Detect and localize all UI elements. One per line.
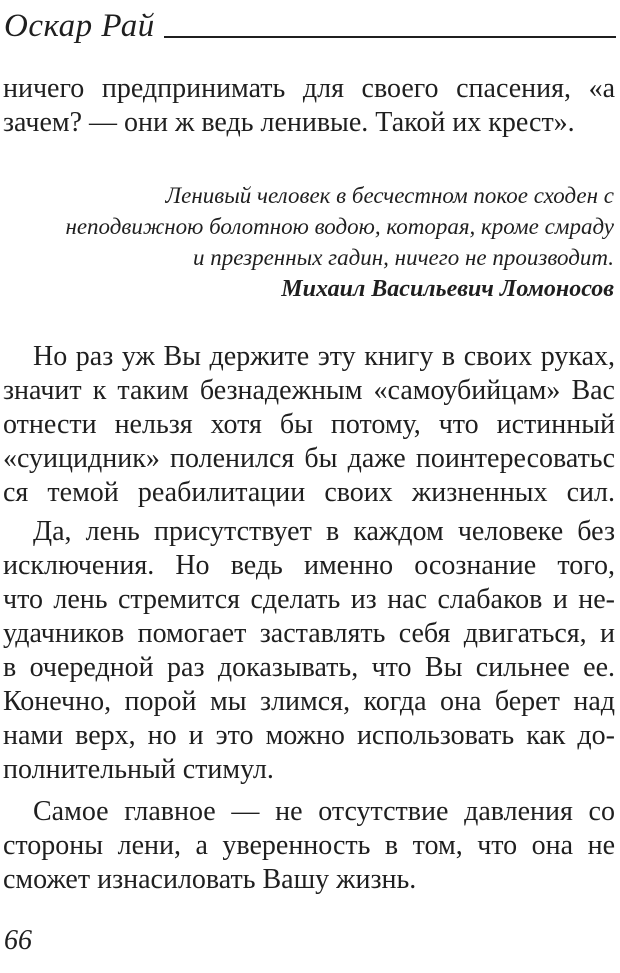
text-line: «суицидник» поленился бы даже поинтересоватьс <box>3 443 615 474</box>
paragraph-3 <box>3 795 615 897</box>
quote-line: неподвижною болотною водою, которая, кроме смраду <box>65 214 614 239</box>
intro-paragraph <box>3 72 615 140</box>
text-line: значит к таким безнадежным «самоубийцам» Вас <box>3 375 615 406</box>
paragraph-1 <box>3 340 615 510</box>
text-line: сможет изнасиловать Вашу жизнь. <box>3 864 417 895</box>
quote-line: и презренных гадин, ничего не производит. <box>192 245 614 270</box>
paragraph-2 <box>3 515 615 787</box>
text-line: удачников помогает заставлять себя двигаться, и <box>3 618 615 649</box>
text-line: в очередной раз доказывать, что Вы сильнее ее. <box>3 652 615 683</box>
header-rule <box>164 36 616 38</box>
text-line: что лень стремится сделать из нас слабаков и не- <box>3 584 615 615</box>
quote-line: Ленивый человек в бесчестном покое сходен с <box>165 183 614 208</box>
text-line: нами верх, но и это можно использовать как до- <box>3 720 615 751</box>
text-line: стороны лени, а уверенность в том, что она не <box>3 830 615 861</box>
author-name: Оскар Рай <box>4 8 155 44</box>
text-line: Самое главное — не отсутствие давления со <box>33 796 615 827</box>
text-line: полнительный стимул. <box>3 754 274 785</box>
text-line: отнести нельзя хотя бы потому, что истинный <box>3 409 615 440</box>
text-line: Да, лень присутствует в каждом человеке без <box>33 516 615 547</box>
text-line: Конечно, порой мы злимся, когда она берет над <box>3 686 615 717</box>
quote-attribution: Михаил Васильевич Ломоносов <box>281 276 614 302</box>
text-line: ся темой реабилитации своих жизненных сил. <box>3 477 615 508</box>
text-line: исключения. Но ведь именно осознание того, <box>3 550 615 581</box>
page-number: 66 <box>4 925 32 956</box>
text-line: ничего предпринимать для своего спасения, «а <box>3 73 615 104</box>
text-line: зачем? — они ж ведь ленивые. Такой их крест». <box>3 107 575 138</box>
text-line: Но раз уж Вы держите эту книгу в своих руках, <box>33 341 615 372</box>
running-head <box>4 6 616 46</box>
epigraph-quote <box>0 180 614 305</box>
